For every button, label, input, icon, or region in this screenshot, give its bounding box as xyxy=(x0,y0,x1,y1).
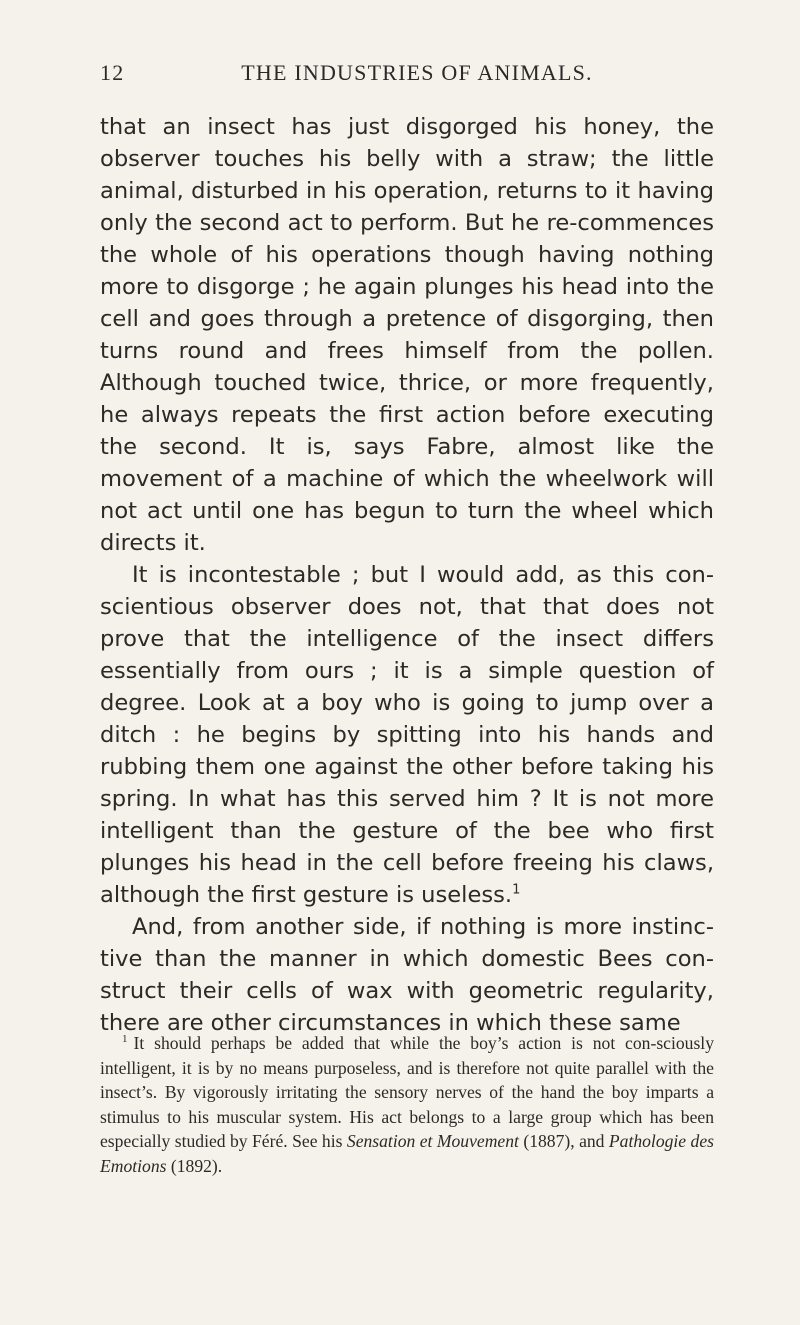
cited-title: Sensation et Mouvement xyxy=(346,1131,519,1152)
footnote-reference: 1 xyxy=(512,882,521,898)
page-number: 12 xyxy=(100,60,125,85)
paragraph-text: that an insect has just disgorged his honey, the observer touches his belly with a straw; the little animal, disturbed in his operation, returns to it having only the second act to perform. But he re-commences the whole of his operations though having nothing more to disgorge ; he again plunges his head into the cell and goes through a pretence of disgorging, then turns round and frees himself from the pollen. Although touched twice, thrice, or more frequently, he always repeats the first action before executing the second. It is, says Fabre, almost like the movement of a machine of which the wheelwork will not act until one has begun to turn the wheel which directs it. xyxy=(100,114,714,556)
paragraph-text: It is incontestable ; but I would add, as this con-scientious observer does not, that that does not prove that the intelligence of the insect differs essentially from ours ; it is a simple question of degree. Look at a boy who is going to jump over a ditch : he begins by spitting into his hands and rubbing them one against the other before taking his spring. In what has this served him ? It is not more intelligent than the gesture of the bee who first plunges his head in the cell before freeing his claws, although the first gesture is useless. xyxy=(100,562,714,908)
footnote-mark: 1 xyxy=(122,1033,128,1046)
running-head xyxy=(100,60,714,92)
running-title: THE INDUSTRIES OF ANIMALS. xyxy=(241,60,593,85)
cited-title: Pathologie des Emotions xyxy=(100,1131,714,1176)
footnote-text-part: It should perhaps be added that while the boy’s action is not con-sciously intelligent, it is by no means purposeless, and is therefore not quite parallel with the insect’s. By vigorously irritating the sensory nerves of the hand the boy imparts a stimulus to his muscular system. His act belongs to a large group which has been especially studied by Féré. See his xyxy=(100,1033,714,1152)
footnote-text-part: (1887), and xyxy=(518,1131,609,1152)
footnote xyxy=(100,1031,714,1179)
body-text xyxy=(100,111,714,1039)
footnote-text xyxy=(100,1031,714,1179)
paragraph xyxy=(100,111,714,559)
paragraph xyxy=(100,911,714,1039)
footnote-text-part: (1892). xyxy=(166,1155,223,1176)
paragraph-text: And, from another side, if nothing is more instinc-tive than the manner in which domestic Bees con-struct their cells of wax with geometric regularity, there are other circumstances in which these same xyxy=(100,914,714,1036)
paragraph xyxy=(100,559,714,911)
